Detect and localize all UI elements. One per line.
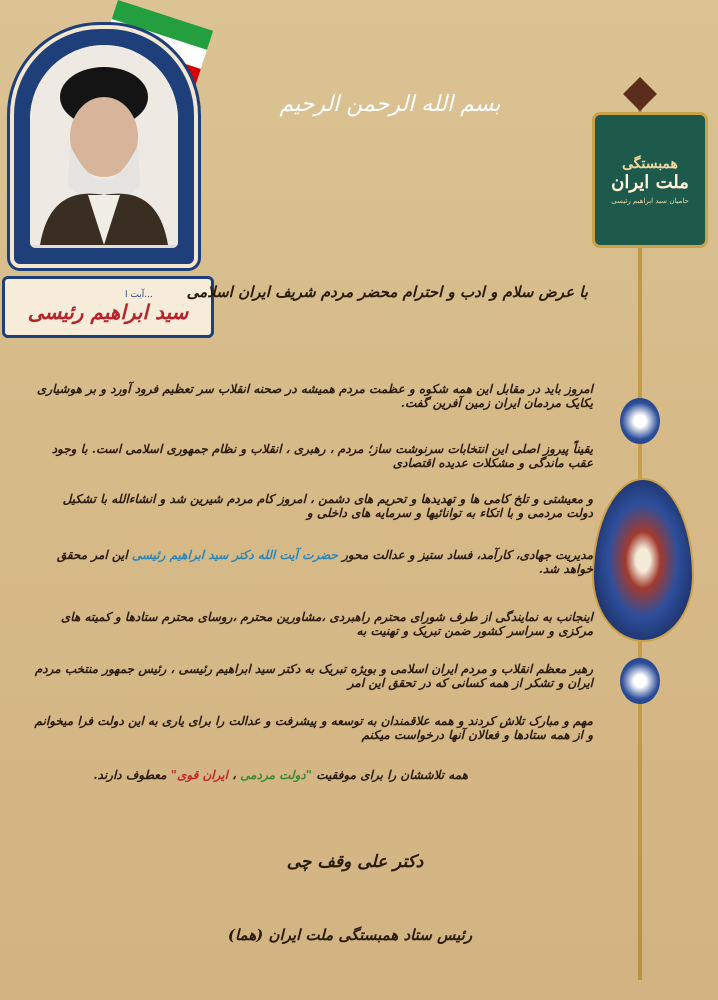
paragraph-4-part-a: مدیریت جهادی، کارآمد، فساد ستیز و عدالت محور	[342, 548, 593, 562]
hamdeli-logo-icon	[592, 112, 708, 248]
plaque-name: سید ابراهیم رئیسی	[27, 300, 189, 324]
slogan-separator: ،	[232, 768, 236, 782]
ornament-icon	[623, 77, 657, 111]
paragraph-4	[33, 548, 593, 577]
paragraph-1: امروز باید در مقابل این همه شکوه و عظمت مردم همیشه در صحنه انقلاب سر تعظیم فرود آورد و بر هوشیاری یکایک مردمان ایران زمین آفرین گفت.	[36, 382, 593, 411]
logo-line-2: ملت ایران	[611, 171, 689, 193]
bismillah-heading: بسم الله الرحمن الرحیم	[279, 92, 501, 117]
portrait-frame	[10, 25, 198, 268]
paragraph-8-part-d: معطوف دارند.	[93, 768, 167, 782]
signature-title: رئیس ستاد همبستگی ملت ایران (هما)	[227, 926, 473, 944]
logo-line-3: حامیان سید ابراهیم رئیسی	[611, 196, 689, 205]
paragraph-5: اینجانب به نمایندگی از طرف شورای محترم راهبردی ،مشاورین محترم ،روسای محترم ستادها و کمیته های مرکزی و سراسر کشور ضمن تبریک و تهنیت به	[60, 610, 593, 639]
portrait-icon	[30, 45, 178, 245]
paragraph-8-part-a: همه تلاششان را برای موفقیت	[316, 768, 468, 782]
signature-name: دکتر علی وقف چی	[286, 852, 424, 872]
paragraph-6: رهبر معظم انقلاب و مردم ایران اسلامی و بویژه تبریک به دکتر سید ابراهیم رئیسی ، رئیس جمهور منتخب مردم ایران و تشکر از همه کسانی که در تحقق این امر	[34, 662, 593, 691]
paragraph-7: مهم و مبارک تلاش کردند و همه علاقمندان به توسعه و پیشرفت و عدالت را برای یاری به این دولت فرا میخوانم و از همه ستادها و فعالان آنها درخواست میکنم	[34, 714, 593, 743]
slogan-strong-iran: ایران قوی"	[170, 768, 228, 782]
paragraph-3: و معیشتی و تلخ کامی ها و تهدیدها و تحریم های دشمن ، امروز کام مردم شیرین شد و انشاءالله با تشکیل دولت مردمی و با اتکاء به توانائیها و سرمایه های داخلی و	[62, 492, 593, 521]
paragraph-8	[0, 768, 468, 782]
president-name: حضرت آیت الله دکتر سید ابراهیم رئیسی	[131, 548, 338, 562]
plaque-title: آیت ا...	[125, 290, 153, 300]
small-medallion-icon	[620, 398, 660, 444]
portrait-image	[30, 45, 178, 248]
paragraph-4-part-c: این امر محقق خواهد شد.	[56, 548, 593, 577]
logo-line-1: همبستگی	[622, 155, 678, 172]
slogan-people-government: "دولت مردمی	[240, 768, 313, 782]
large-medallion-icon	[592, 478, 694, 642]
small-medallion-icon	[620, 658, 660, 704]
paragraph-2: یقیناً پیروز اصلی این انتخابات سرنوشت ساز؛ مردم ، رهبری ، انقلاب و نظام جمهوری اسلامی است. با وجود عقب ماندگی و مشکلات عدیده اقتصادی	[51, 442, 593, 471]
greeting: با عرض سلام و ادب و احترام محضر مردم شریف ایران اسلامی	[186, 283, 588, 301]
